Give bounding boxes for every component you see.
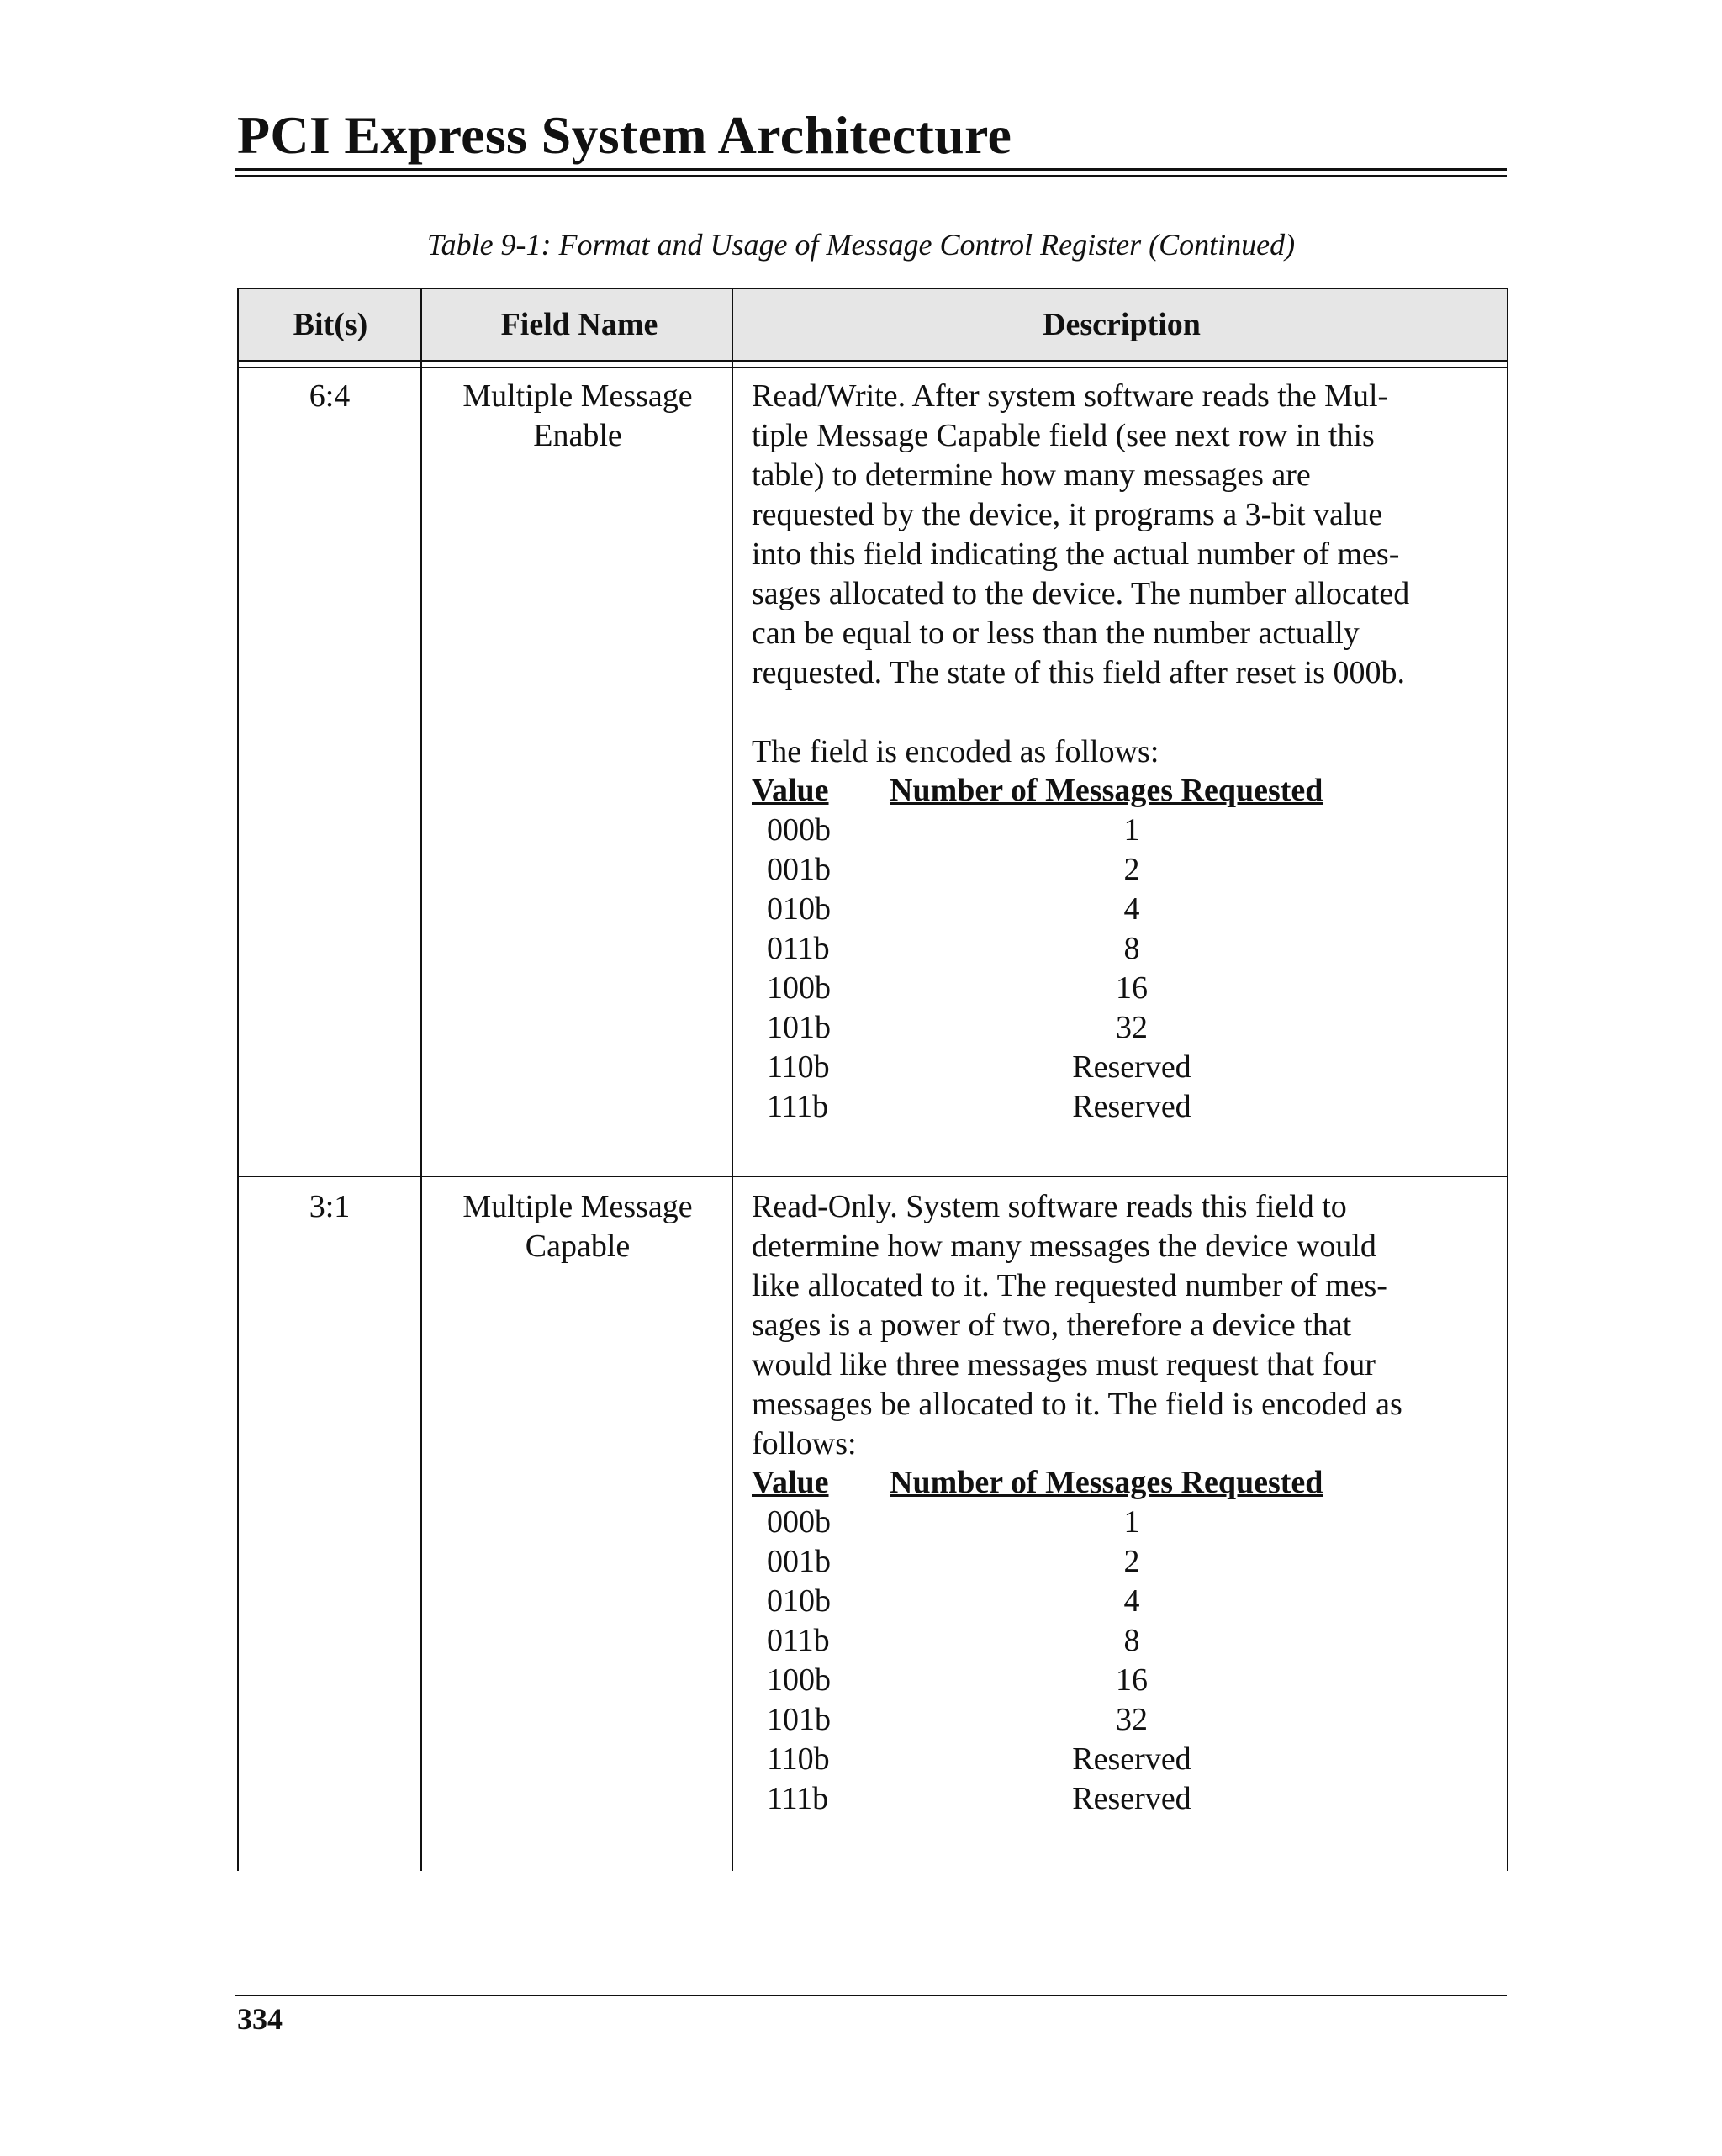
- header-rule: [235, 168, 1507, 171]
- encoding-row: [752, 1008, 1500, 1048]
- encoding-value: 111b: [767, 1089, 829, 1124]
- encoding-number: Reserved: [1072, 1089, 1191, 1124]
- encoding-value: 001b: [767, 1544, 831, 1579]
- page-number: 334: [237, 2002, 283, 2036]
- encoding-value: 000b: [767, 1504, 831, 1540]
- row-field-name: Multiple Message Enable: [462, 378, 693, 453]
- encoding-number: Reserved: [1072, 1741, 1191, 1777]
- header-bits: Bit(s): [293, 307, 368, 342]
- encoding-row: [752, 1503, 1500, 1542]
- table-header: [237, 288, 1508, 362]
- encoding-row: [752, 1661, 1500, 1700]
- row-description: Read-Only. System software reads this field to determine how many messages the device would like allocated to it. The requested number of mes- sages is a power of two, therefore a device that would like three messages must request that four messages be allocated to it. The field is encoded as follows:: [752, 1189, 1402, 1461]
- table-border-right: [1507, 288, 1508, 1871]
- table-caption: Table 9-1: Format and Usage of Message Control Register (Continued): [426, 228, 1296, 262]
- row-divider: [237, 1176, 1508, 1177]
- encoding-row: [752, 890, 1500, 929]
- footer-rule: [235, 1995, 1507, 1996]
- encoding-value: 011b: [767, 931, 830, 966]
- encoding-number-header: Number of Messages Requested: [890, 773, 1323, 808]
- column-divider: [732, 288, 733, 1871]
- row-bits: 3:1: [309, 1189, 351, 1224]
- encoding-value: 111b: [767, 1781, 829, 1816]
- encoding-value: 110b: [767, 1741, 830, 1777]
- encoding-value: 011b: [767, 1623, 830, 1658]
- encoding-row: [752, 1779, 1500, 1819]
- encoding-number: 2: [1123, 1544, 1140, 1579]
- encoding-row: [752, 1621, 1500, 1661]
- encoding-value-header: Value: [752, 1465, 829, 1500]
- column-divider: [420, 288, 422, 1871]
- encoding-row: [752, 969, 1500, 1008]
- encoding-row: [752, 850, 1500, 890]
- encoding-value: 101b: [767, 1702, 831, 1737]
- header-rule-thin: [235, 175, 1507, 177]
- register-table: [237, 288, 1508, 1871]
- encoding-row: [752, 1087, 1500, 1127]
- encoding-header-row: [752, 771, 1500, 811]
- header-field-name: Field Name: [500, 307, 658, 342]
- encoding-header-row: [752, 1463, 1500, 1503]
- encoding-row: [752, 1700, 1500, 1740]
- encoding-value: 010b: [767, 891, 831, 927]
- encoding-value: 000b: [767, 812, 831, 848]
- encoding-row: [752, 1048, 1500, 1087]
- encoding-table: [752, 771, 1500, 1127]
- encoding-number: 1: [1123, 1504, 1140, 1540]
- encoding-number: Reserved: [1072, 1049, 1191, 1085]
- row-field-name: Multiple Message Capable: [462, 1189, 693, 1264]
- header-double-rule: [237, 367, 1508, 368]
- encoding-number-header: Number of Messages Requested: [890, 1465, 1323, 1500]
- encoding-number: 1: [1123, 812, 1140, 848]
- encoding-row: [752, 811, 1500, 850]
- encoding-number: 32: [1116, 1010, 1148, 1045]
- encoding-number: Reserved: [1072, 1781, 1191, 1816]
- encoding-value: 100b: [767, 970, 831, 1006]
- encoding-row: [752, 1582, 1500, 1621]
- encoding-number: 8: [1123, 931, 1140, 966]
- encoding-row: [752, 929, 1500, 969]
- encoding-value: 101b: [767, 1010, 831, 1045]
- encoding-row: [752, 1740, 1500, 1779]
- table-border-left: [237, 288, 239, 1871]
- encoding-number: 2: [1123, 852, 1140, 887]
- encoding-value: 100b: [767, 1662, 831, 1698]
- encoding-number: 4: [1123, 891, 1140, 927]
- encoding-row: [752, 1542, 1500, 1582]
- running-head: PCI Express System Architecture: [237, 105, 1012, 165]
- encoding-number: 16: [1116, 1662, 1148, 1698]
- row-description: Read/Write. After system software reads the Mul- tiple Message Capable field (see next row in this table) to determine how many messages are requested by the device, it programs a 3-bit value into this field indicating the actual number of mes- sages allocated to the device. The number allocated can be equal to or less than the number actually requested. The state of this field after reset is 000b. The field is encoded as follows:: [752, 378, 1410, 769]
- encoding-number: 8: [1123, 1623, 1140, 1658]
- encoding-table: [752, 1463, 1500, 1819]
- encoding-value-header: Value: [752, 773, 829, 808]
- row-bits: 6:4: [309, 378, 351, 414]
- encoding-number: 4: [1123, 1583, 1140, 1619]
- encoding-number: 16: [1116, 970, 1148, 1006]
- encoding-value: 001b: [767, 852, 831, 887]
- encoding-number: 32: [1116, 1702, 1148, 1737]
- encoding-value: 010b: [767, 1583, 831, 1619]
- encoding-value: 110b: [767, 1049, 830, 1085]
- header-description: Description: [1043, 307, 1201, 342]
